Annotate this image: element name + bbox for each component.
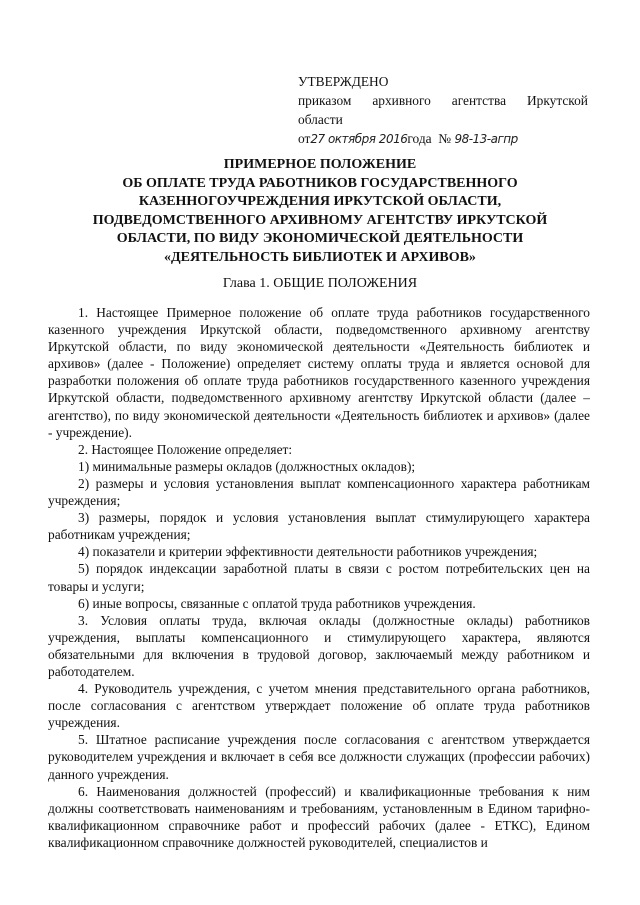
title-line: ПОДВЕДОМСТВЕННОГО АРХИВНОМУ АГЕНТСТВУ ИРКУТСКОЙ (92, 212, 548, 228)
approval-date-line (298, 129, 588, 149)
document-title (40, 156, 600, 268)
list-item: 6) иные вопросы, связанные с оплатой труда работников учреждения. (78, 595, 476, 611)
approval-word: приказом (298, 93, 352, 108)
handwritten-number: 98-13-агпр (454, 132, 518, 146)
chapter-heading: Глава 1. ОБЩИЕ ПОЛОЖЕНИЯ (222, 276, 418, 291)
approval-heading: УТВЕРЖДЕНО (298, 74, 389, 89)
list-item: 3) размеры, порядок и условия установления выплат стимулирующего характера работникам учреждения; (48, 510, 590, 543)
title-line: ПРИМЕРНОЕ ПОЛОЖЕНИЕ (223, 157, 417, 172)
paragraph: 2. Настоящее Положение определяет: (78, 441, 293, 457)
approval-block (298, 72, 588, 149)
number-sign: № (438, 131, 452, 146)
approval-word: архивного (372, 93, 431, 108)
title-line: ОБ ОПЛАТЕ ТРУДА РАБОТНИКОВ ГОСУДАРСТВЕННОГО (122, 175, 518, 191)
handwritten-date: 27 октября 2016 (310, 132, 408, 146)
approval-region: области (298, 112, 343, 127)
paragraph: 1. Настоящее Примерное положение об оплате труда работников государственного казенного учреждения Иркутской области, подведомственного архивному агентству Иркутской области, по виду экономической деятельности «Деятельность библиотек и архивов» (далее - Положение) определяет систему оплаты труда и является основой для разработки положения об оплате труда работников государственного казенного учреждения Иркутской области, подведомственного архивному агентству Иркутской области (далее – агентство), по виду экономической деятельности «Деятельность библиотек и архивов» (далее - учреждение). (48, 305, 590, 440)
approval-word: агентства (451, 93, 507, 108)
title-line: «ДЕЯТЕЛЬНОСТЬ БИБЛИОТЕК И АРХИВОВ» (164, 249, 476, 265)
paragraph: 6. Наименования должностей (профессий) и квалификационные требования к ним должны соответствовать наименованиям и требованиям, установленным в Едином тарифно-квалификационном справочнике работ и профессий рабочих (далее - ЕТКС), Едином квалификационном справочнике должностей руководителей, специалистов и (48, 783, 590, 850)
year-word: года (407, 131, 432, 146)
list-item: 4) показатели и критерии эффективности деятельности работников учреждения; (78, 544, 538, 560)
paragraph: 3. Условия оплаты труда, включая оклады (должностные оклады) работников учреждения, выплаты компенсационного и стимулирующего характера, являются обязательными для включения в трудовой договор, заключаемый между работником и работодателем. (48, 612, 590, 679)
paragraph: 5. Штатное расписание учреждения после согласования с агентством утверждается руководителем учреждения и включает в себя все должности служащих (профессии рабочих) данного учреждения. (48, 732, 590, 782)
date-prefix: от (298, 131, 311, 146)
paragraph: 4. Руководитель учреждения, с учетом мнения представительного органа работников, после согласования с агентством утверждает положение об оплате труда работников учреждения. (48, 681, 590, 731)
list-item: 5) порядок индексации заработной платы в связи с ростом потребительских цен на товары и услуги; (48, 561, 590, 594)
approval-order-line (298, 91, 588, 110)
list-item: 2) размеры и условия установления выплат компенсационного характера работникам учреждения; (48, 475, 590, 509)
document-body (48, 304, 590, 851)
title-line: ОБЛАСТИ, ПО ВИДУ ЭКОНОМИЧЕСКОЙ ДЕЯТЕЛЬНОСТИ (116, 231, 524, 247)
list-item: 1) минимальные размеры окладов (должностных окладов); (78, 458, 416, 474)
approval-word: Иркутской (526, 93, 588, 108)
title-line: КАЗЕННОГОУЧРЕЖДЕНИЯ ИРКУТСКОЙ ОБЛАСТИ, (138, 194, 502, 210)
